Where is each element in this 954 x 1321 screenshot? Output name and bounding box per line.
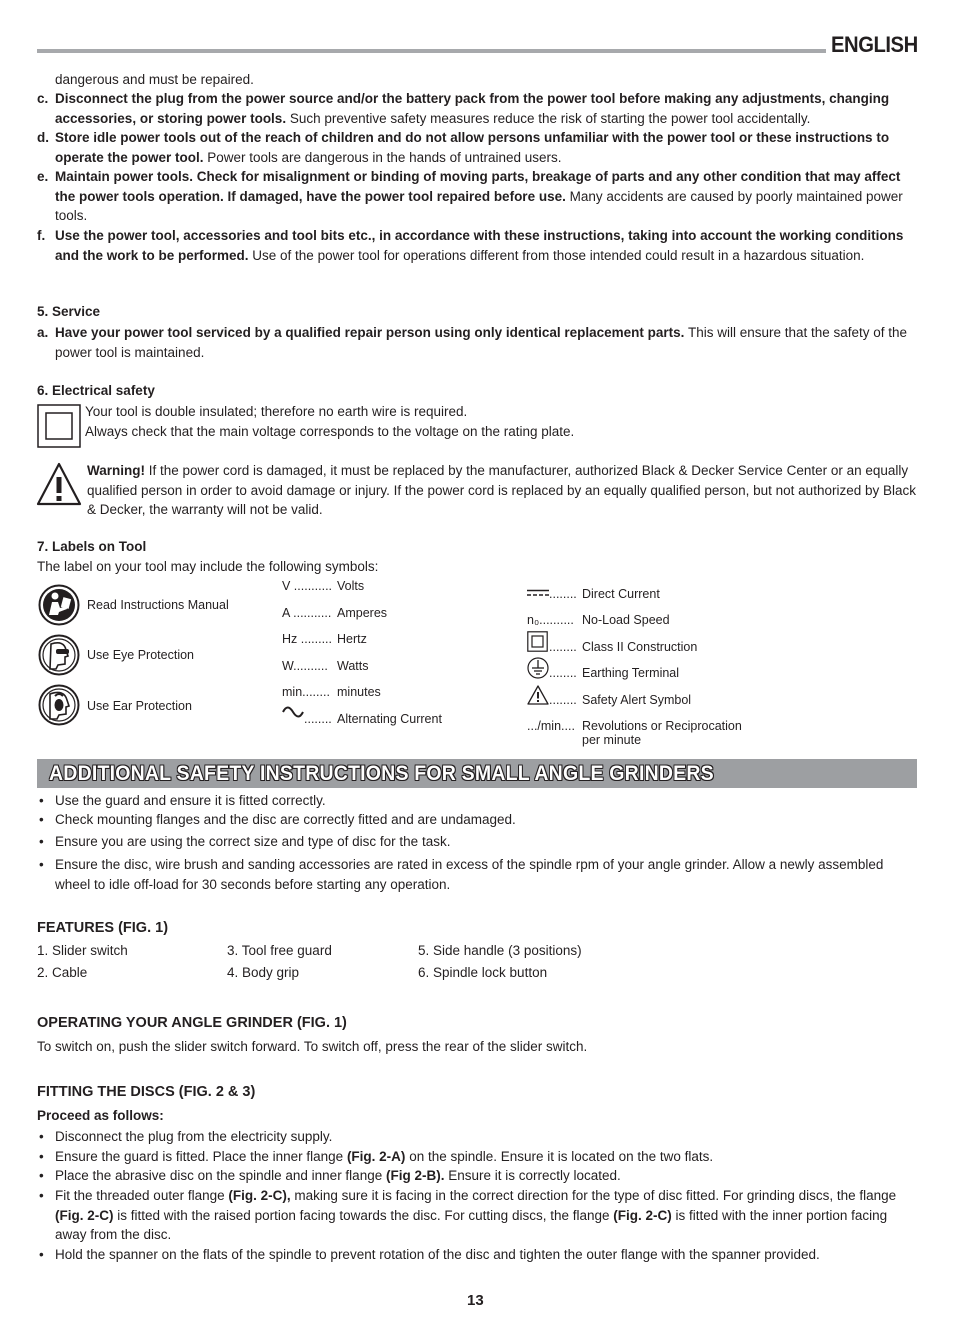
item-marker: d. [37,130,49,145]
feature-item-1: 1. Slider switch [37,943,128,958]
item-text: Power tools are dangerous in the hands of untrained users. [203,149,562,165]
banner-title: ADDITIONAL SAFETY INSTRUCTIONS FOR SMALL ANGLE GRINDERS [49,762,714,785]
electrical-line-2: Always check that the main voltage corresponds to the voltage on the rating plate. [85,424,575,439]
warning-text: If the power cord is damaged, it must be replaced by the manufacturer, authorized Black & Decker Service Center or an equally qualified person in order to avoid damage or injury. If the power cord is replaced by an equally qualified person, but not authorized by Black & Decker, the warranty will not be valid. [87,463,916,518]
eye-protection-icon [38,634,80,676]
section-banner [37,759,917,788]
list-item: • Disconnect the plug from the electricity supply. [39,1129,333,1144]
unit-label-ac: Alternating Current [337,712,442,726]
service-item-a [37,323,917,362]
warning-label: Warning! [87,463,145,478]
list-item: • Ensure the disc, wire brush and sanding accessories are rated in excess of the spindle rpm of your angle grinder. Allow a newly assembled wheel to idle off-load for 30 seconds before starting any operation. [39,857,884,892]
feature-item-2: 2. Cable [37,965,88,980]
list-item: • Hold the spanner on the flats of the spindle to prevent rotation of the disc and tighten the outer flange with the spanner provided. [39,1247,820,1262]
item-bold-text: Disconnect the plug from the power source and/or the battery pack from the power tool before making any adjustments, changing accessories, or storing power tools. [55,91,890,126]
features-heading: FEATURES (FIG. 1) [37,920,169,936]
sym-label-rev-per-min: Revolutions or Reciprocation [582,719,742,733]
page-number: 13 [467,1292,484,1309]
unit-sym-amperes: A ........... [282,606,332,620]
feature-item-6: 6. Spindle lock button [418,965,548,980]
unit-sym-watts: W.......... [282,659,328,673]
item-text: Use of the power tool for operations different from those intended could result in a hazardous situation. [248,247,865,263]
icon-label-read-manual: Read Instructions Manual [87,598,229,612]
unit-label-amperes: Amperes [337,606,388,620]
unit-label-hertz: Hertz [337,632,367,646]
ear-protection-icon [38,684,80,726]
item-text: Such preventive safety measures reduce the risk of starting the power tool accidentally. [286,110,811,126]
item-marker: e. [37,169,49,184]
sym-label-earthing: Earthing Terminal [582,666,680,680]
warning-paragraph [87,461,919,520]
item-text: This will ensure that the safety of the power tool is maintained. [55,325,908,360]
safety-alert-icon [527,685,549,705]
item-bold-text: Use the power tool, accessories and tool bits etc., in accordance with these instructions, taking into account the working conditions and the work to be performed. [55,228,904,263]
list-item: • Check mounting flanges and the disc are correctly fitted and are undamaged. [39,812,516,827]
fitting-subheading: Proceed as follows: [37,1108,164,1123]
labels-intro: The label on your tool may include the following symbols: [37,559,379,574]
operating-heading: OPERATING YOUR ANGLE GRINDER (FIG. 1) [37,1015,347,1031]
list-item: • Use the guard and ensure it is fitted correctly. [39,793,326,808]
double-insulated-icon [37,404,81,448]
unit-label-minutes: minutes [337,685,381,699]
intro-continuation: dangerous and must be repaired. [55,72,254,87]
item-marker: a. [37,325,49,340]
service-heading: 5. Service [37,304,101,319]
list-item: • Ensure the guard is fitted. Place the inner flange (Fig. 2-A) on the spindle. Ensure it is located on the two flats. [39,1149,714,1164]
list-item: • Place the abrasive disc on the spindle and inner flange (Fig 2-B). Ensure it is correctly located. [39,1168,621,1183]
sym-label-safety-alert: Safety Alert Symbol [582,693,692,707]
earthing-terminal-icon [527,657,549,679]
item-marker: c. [37,91,49,106]
class-ii-icon [527,631,548,652]
power-tool-item-c [37,89,917,128]
direct-current-icon [527,589,549,597]
electrical-line-1: Your tool is double insulated; therefore no earth wire is required. [85,404,468,419]
item-marker: f. [37,228,46,243]
item-bold-text: Maintain power tools. Check for misalignment or binding of moving parts, breakage of parts and any other condition that may affect the power tools operation. If damaged, have the power tool repaired before use. [55,169,901,204]
power-tool-item-d [37,128,917,167]
power-tool-item-e [37,167,917,226]
unit-sym-minutes: min........ [282,685,330,699]
power-tool-item-f [37,226,917,265]
unit-sym-volts: V ........... [282,579,333,593]
sym-label-no-load: No-Load Speed [582,613,670,627]
alternating-current-icon [282,704,304,720]
operating-text: To switch on, push the slider switch forward. To switch off, press the rear of the slider switch. [37,1039,588,1054]
item-bold-text: Have your power tool serviced by a qualified repair person using only identical replacement parts. [55,325,685,340]
list-item: • Fit the threaded outer flange (Fig. 2-C), making sure it is facing in the correct direction for the type of disc fitted. For grinding discs, the flange (Fig. 2-C) is fitted with the raised portion facing towards the disc. For cutting discs, the flange (Fig. 2-C) is fitted with the inner portion facing away from the disc. [39,1188,897,1243]
feature-item-4: 4. Body grip [227,965,300,980]
fitting-heading: FITTING THE DISCS (FIG. 2 & 3) [37,1084,256,1100]
sym-dc: ........ [549,587,577,601]
item-text: Many accidents are caused by poorly maintained power tools. [55,188,903,224]
electrical-heading: 6. Electrical safety [37,383,155,398]
icon-label-ear-protection: Use Ear Protection [87,699,192,713]
language-label: ENGLISH [831,32,918,57]
sym-earthing: ........ [549,666,577,680]
sym-rev-per-min: .../min.... [527,719,575,733]
unit-sym-hertz: Hz ......... [282,632,333,646]
icon-label-eye-protection: Use Eye Protection [87,648,194,662]
labels-heading: 7. Labels on Tool [37,539,147,554]
feature-item-3: 3. Tool free guard [227,943,332,958]
sym-class-ii: ........ [549,640,577,654]
list-item: • Ensure you are using the correct size and type of disc for the task. [39,834,451,849]
unit-label-volts: Volts [337,579,365,593]
sym-no-load: n₀.......... [527,613,574,627]
item-bold-text: Store idle power tools out of the reach of children and do not allow persons unfamiliar with the power tool or these instructions to operate the power tool. [55,130,890,165]
unit-label-watts: Watts [337,659,369,673]
sym-label-rev-per-min-2: per minute [582,733,642,747]
unit-sym-ac: ........ [304,712,332,726]
header-rule [37,49,826,53]
read-manual-icon [38,584,80,626]
feature-item-5: 5. Side handle (3 positions) [418,943,582,958]
warning-triangle-icon [36,461,82,507]
sym-label-class-ii: Class II Construction [582,640,698,654]
sym-safety-alert: ........ [549,693,577,707]
sym-label-dc: Direct Current [582,587,660,601]
